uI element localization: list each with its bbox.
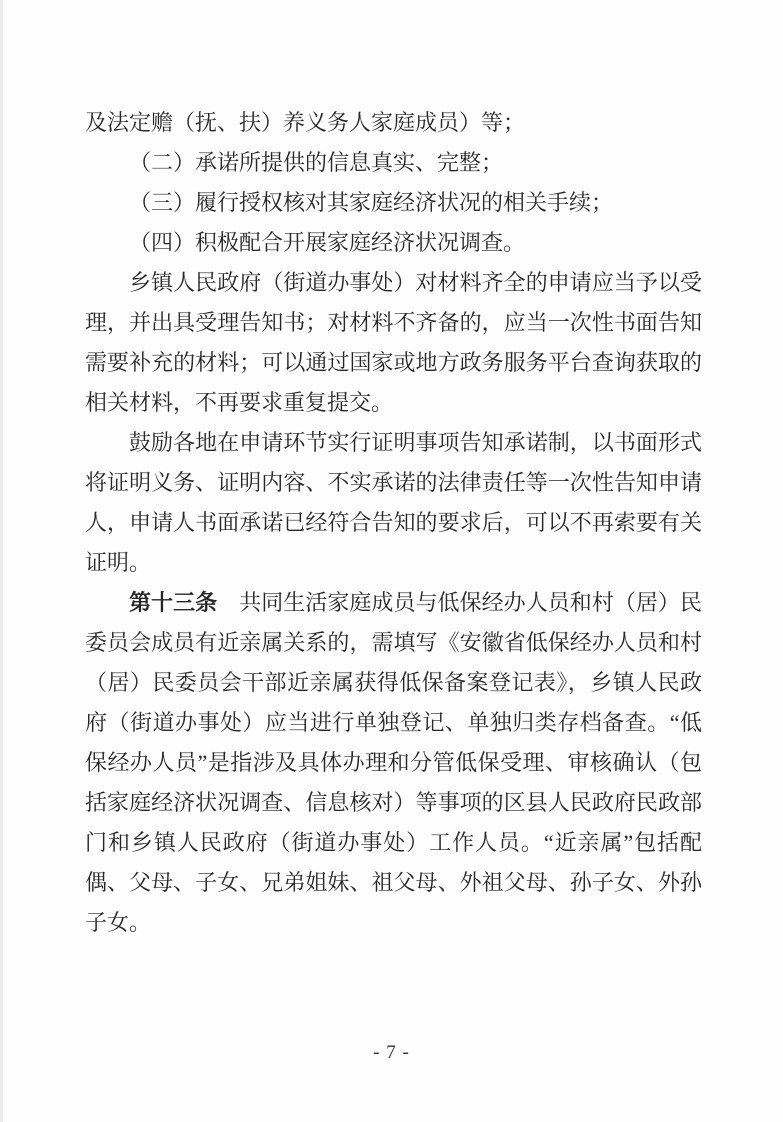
page-number: - 7 - <box>373 1042 410 1063</box>
scan-edge-artifact <box>0 0 3 1122</box>
text-line: （四）积极配合开展家庭经济状况调查。 <box>129 230 526 255</box>
text-line: （居）民委员会干部近亲属获得低保备案登记表》，乡镇人民政 <box>85 670 702 695</box>
text-line: （三）履行授权核对其家庭经济状况的相关手续； <box>129 190 614 215</box>
text-line: 证明。 <box>85 550 152 575</box>
text-line <box>85 583 702 623</box>
text-line: 子女。 <box>85 910 152 935</box>
article-first-line: 共同生活家庭成员与低保经办人员和村（居）民 <box>217 590 702 615</box>
document-body <box>85 103 702 943</box>
text-line: 府（街道办事处）应当进行单独登记、单独归类存档备查。“低 <box>85 710 702 735</box>
text-line: 括家庭经济状况调查、信息核对）等事项的区县人民政府民政部 <box>85 790 702 815</box>
text-line: 理，并出具受理告知书；对材料不齐备的，应当一次性书面告知 <box>85 310 702 335</box>
text-line: 保经办人员”是指涉及具体办理和分管低保受理、审核确认（包 <box>85 750 702 775</box>
text-line: （二）承诺所提供的信息真实、完整； <box>129 150 504 175</box>
text-line: 将证明义务、证明内容、不实承诺的法律责任等一次性告知申请 <box>85 470 702 495</box>
text-line: 需要补充的材料；可以通过国家或地方政务服务平台查询获取的 <box>85 350 702 375</box>
text-line: 及法定赡（抚、扶）养义务人家庭成员）等； <box>85 110 526 135</box>
article-number: 第十三条 <box>129 590 218 615</box>
text-line: 偶、父母、子女、兄弟姐妹、祖父母、外祖父母、孙子女、外孙 <box>85 870 702 895</box>
text-line: 门和乡镇人民政府（街道办事处）工作人员。“近亲属”包括配 <box>85 830 702 855</box>
text-line: 鼓励各地在申请环节实行证明事项告知承诺制，以书面形式 <box>129 430 702 455</box>
text-line: 相关材料，不再要求重复提交。 <box>85 390 394 415</box>
text-line: 人，申请人书面承诺已经符合告知的要求后，可以不再索要有关 <box>85 510 702 535</box>
text-line: 乡镇人民政府（街道办事处）对材料齐全的申请应当予以受 <box>129 270 702 295</box>
text-line: 委员会成员有近亲属关系的，需填写《安徽省低保经办人员和村 <box>85 630 702 655</box>
